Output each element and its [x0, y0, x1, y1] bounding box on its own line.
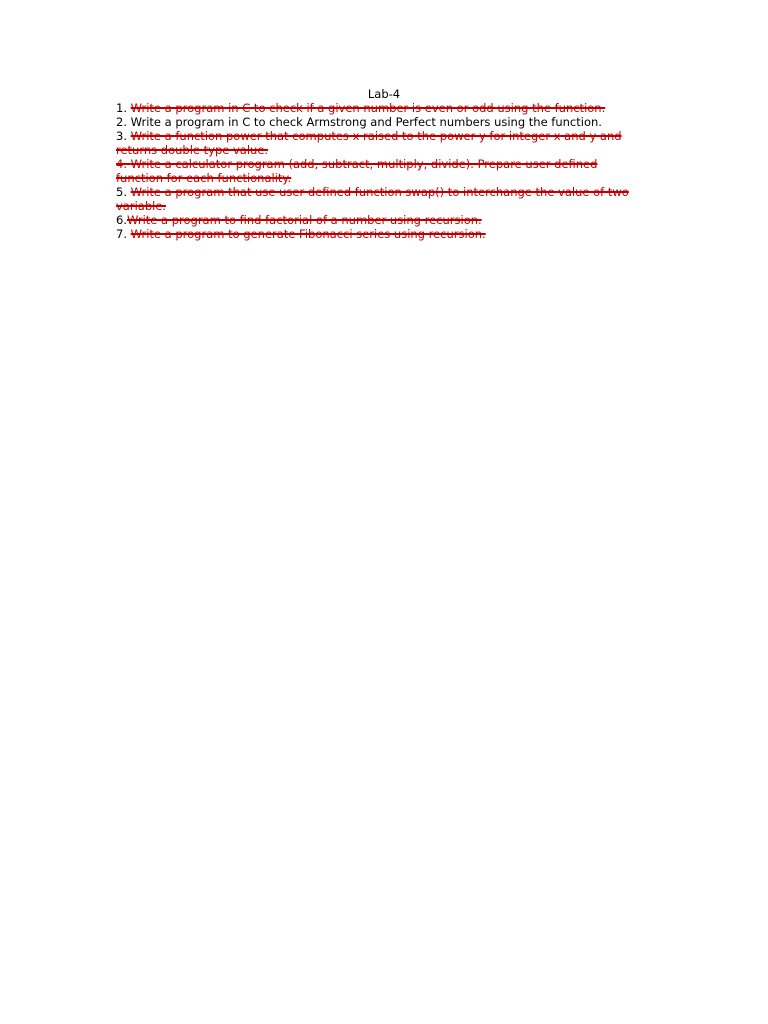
list-item-7: [116, 227, 646, 241]
list-item-2: [116, 115, 646, 129]
item-number: 5.: [116, 185, 131, 199]
list-item-6: [116, 213, 646, 227]
document-title: Lab-4: [367, 87, 401, 101]
list-item-3: [116, 129, 646, 157]
item-number: 6.: [116, 213, 127, 227]
item-number: 2.: [116, 115, 131, 129]
item-number: 7.: [116, 227, 131, 241]
item-text-struck: Write a function power that computes x raised to the power y for integer x and y and returns double type value.: [116, 129, 622, 157]
list-item-4: [116, 157, 646, 185]
lab-task-list: [116, 101, 646, 241]
item-text-struck: Write a program in C to check if a given number is even or odd using the function.: [130, 101, 606, 115]
item-text-struck: Write a program to find factorial of a number using recursion.: [126, 213, 482, 227]
list-item-5: [116, 185, 646, 213]
item-number: 4.: [116, 157, 131, 171]
item-text-struck: Write a calculator program (add, subtract, multiply, divide). Prepare user defined function for each functionality.: [116, 157, 598, 185]
item-text-struck: Write a program that use user defined function swap() to interchange the value of two variable.: [116, 185, 629, 213]
item-text: Write a program in C to check Armstrong and Perfect numbers using the function.: [130, 115, 602, 129]
list-item-1: [116, 101, 646, 115]
item-number: 3.: [116, 129, 131, 143]
item-text-struck: Write a program to generate Fibonacci series using recursion.: [130, 227, 486, 241]
item-number: 1.: [116, 101, 131, 115]
